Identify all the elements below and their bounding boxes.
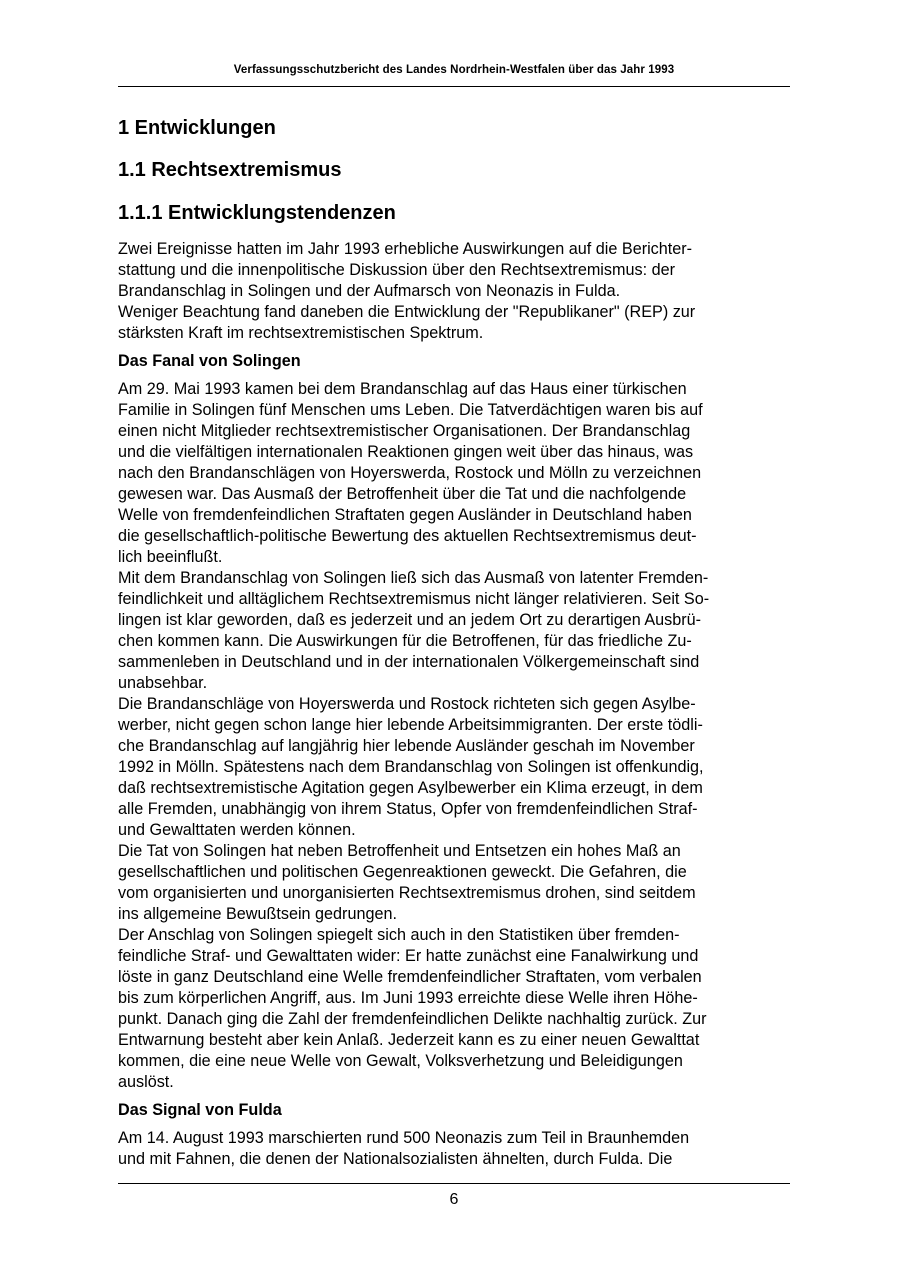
text-line: daß rechtsextremistische Agitation gegen Asylbewerber ein Klima erzeugt, in dem (118, 779, 703, 797)
text-line: stattung und die innenpolitische Diskussion über den Rechtsextremismus: der (118, 261, 675, 279)
text-line: che Brandanschlag auf langjährig hier lebende Ausländer geschah im November (118, 737, 695, 755)
text-line: löste in ganz Deutschland eine Welle fremdenfeindlicher Straftaten, vom verbalen (118, 968, 702, 986)
text-line: einen nicht Mitglieder rechtsextremistischer Organisationen. Der Brandanschlag (118, 422, 691, 440)
header-rule (118, 86, 790, 87)
text-line: feindliche Straf- und Gewalttaten wider: Er hatte zunächst eine Fanalwirkung und (118, 947, 699, 965)
text-line: 1992 in Mölln. Spätestens nach dem Brandanschlag von Solingen ist offenkundig, (118, 758, 704, 776)
subheading-solingen: Das Fanal von Solingen (118, 352, 301, 370)
text-line: nach den Brandanschlägen von Hoyerswerda, Rostock und Mölln zu verzeichnen (118, 464, 702, 482)
text-line: Welle von fremdenfeindlichen Straftaten gegen Ausländer in Deutschland haben (118, 506, 692, 524)
text-line: punkt. Danach ging die Zahl der fremdenfeindlichen Delikte nachhaltig zurück. Zur (118, 1010, 707, 1028)
text-line: stärksten Kraft im rechtsextremistischen Spektrum. (118, 324, 484, 342)
text-line: Der Anschlag von Solingen spiegelt sich auch in den Statistiken über fremden- (118, 926, 680, 944)
running-header: Verfassungsschutzbericht des Landes Nordrhein-Westfalen über das Jahr 1993 (233, 64, 675, 76)
text-line: werber, nicht gegen schon lange hier lebende Arbeitsimmigranten. Der erste tödli- (118, 716, 703, 734)
subheading-fulda: Das Signal von Fulda (118, 1101, 282, 1119)
text-line: sammenleben in Deutschland und in der internationalen Völkergemeinschaft sind (118, 653, 700, 671)
text-line: bis zum körperlichen Angriff, aus. Im Juni 1993 erreichte diese Welle ihren Höhe- (118, 989, 698, 1007)
text-line: Die Tat von Solingen hat neben Betroffenheit und Entsetzen ein hohes Maß an (118, 842, 681, 860)
section-heading: 1.1 Rechtsextremismus (118, 159, 342, 181)
text-line: und die vielfältigen internationalen Reaktionen gingen weit über das hinaus, was (118, 443, 694, 461)
text-line: Am 14. August 1993 marschierten rund 500 Neonazis zum Teil in Braunhemden (118, 1129, 690, 1147)
text-line: vom organisierten und unorganisierten Rechtsextremismus drohen, sind seitdem (118, 884, 696, 902)
page-number: 6 (449, 1191, 459, 1208)
intro-paragraph (118, 239, 790, 344)
text-line: und mit Fahnen, die denen der Nationalsozialisten ähnelten, durch Fulda. Die (118, 1150, 673, 1168)
text-line: lich beeinflußt. (118, 548, 223, 566)
text-line: Die Brandanschläge von Hoyerswerda und Rostock richteten sich gegen Asylbe- (118, 695, 696, 713)
page-content (118, 114, 790, 1170)
text-line: Mit dem Brandanschlag von Solingen ließ sich das Ausmaß von latenter Fremden- (118, 569, 709, 587)
text-line: die gesellschaftlich-politische Bewertung des aktuellen Rechtsextremismus deut- (118, 527, 697, 545)
text-line: Entwarnung besteht aber kein Anlaß. Jederzeit kann es zu einer neuen Gewalttat (118, 1031, 700, 1049)
text-line: kommen, die eine neue Welle von Gewalt, Volksverhetzung und Beleidigungen (118, 1052, 683, 1070)
chapter-heading: 1 Entwicklungen (118, 117, 276, 139)
footer-rule (118, 1183, 790, 1184)
text-line: Zwei Ereignisse hatten im Jahr 1993 erhebliche Auswirkungen auf die Berichter- (118, 240, 693, 258)
text-line: gesellschaftlichen und politischen Gegenreaktionen geweckt. Die Gefahren, die (118, 863, 687, 881)
text-line: gewesen war. Das Ausmaß der Betroffenheit über die Tat und die nachfolgende (118, 485, 687, 503)
text-line: feindlichkeit und alltäglichem Rechtsextremismus nicht länger relativieren. Seit So- (118, 590, 710, 608)
text-line: Am 29. Mai 1993 kamen bei dem Brandanschlag auf das Haus einer türkischen (118, 380, 687, 398)
text-line: Familie in Solingen fünf Menschen ums Leben. Die Tatverdächtigen waren bis auf (118, 401, 703, 419)
text-line: unabsehbar. (118, 674, 208, 692)
text-line: chen kommen kann. Die Auswirkungen für die Betroffenen, für das friedliche Zu- (118, 632, 692, 650)
text-line: Brandanschlag in Solingen und der Aufmarsch von Neonazis in Fulda. (118, 282, 621, 300)
text-line: lingen ist klar geworden, daß es jederzeit und an jedem Ort zu derartigen Ausbrü- (118, 611, 702, 629)
text-line: Weniger Beachtung fand daneben die Entwicklung der "Republikaner" (REP) zur (118, 303, 696, 321)
text-line: auslöst. (118, 1073, 174, 1091)
text-line: alle Fremden, unabhängig von ihrem Status, Opfer von fremdenfeindlichen Straf- (118, 800, 698, 818)
text-line: und Gewalttaten werden können. (118, 821, 356, 839)
text-line: ins allgemeine Bewußtsein gedrungen. (118, 905, 397, 923)
subsection-heading: 1.1.1 Entwicklungstendenzen (118, 202, 396, 224)
solingen-paragraph (118, 379, 790, 1093)
fulda-paragraph (118, 1128, 790, 1170)
